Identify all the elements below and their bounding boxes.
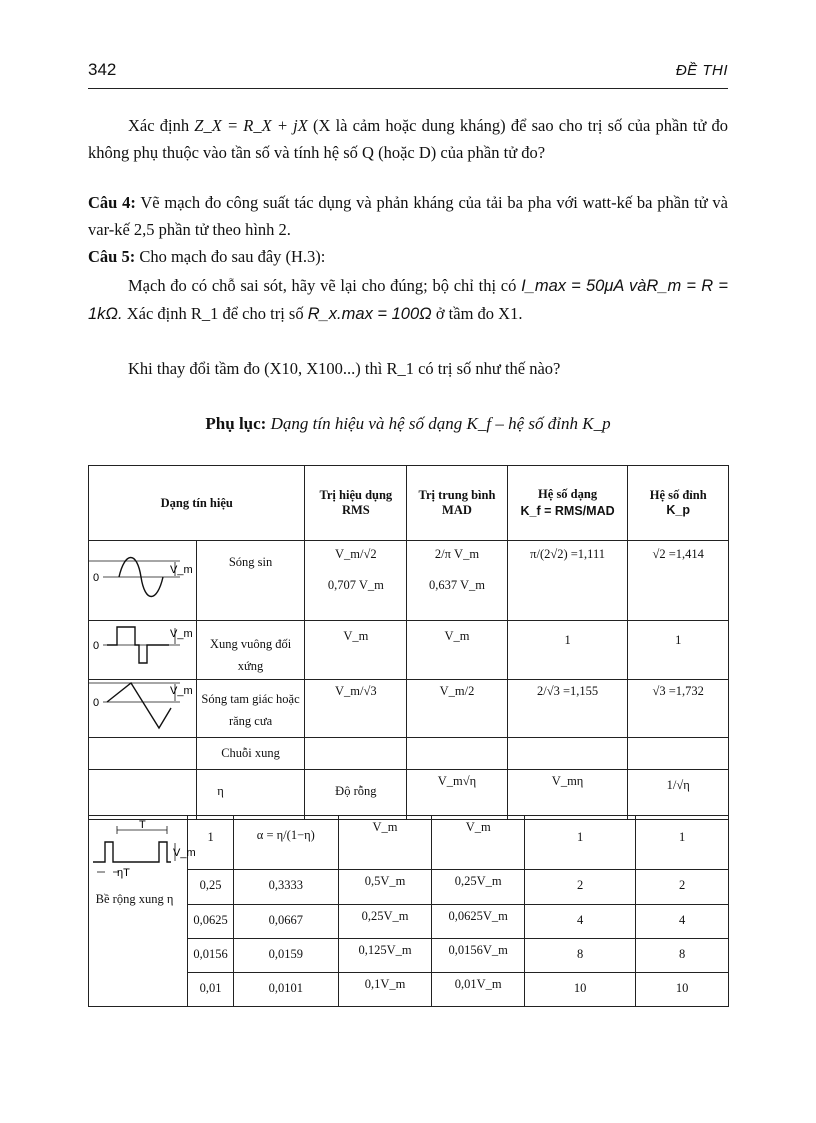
square-wave-icon — [89, 621, 193, 673]
svg-text:0: 0 — [93, 640, 100, 652]
running-head: ĐỀ THI — [675, 62, 728, 79]
rms-cell: V_m — [338, 816, 432, 870]
alpha-cell: 0,0667 — [233, 905, 338, 939]
eta-cell: 1 — [188, 816, 234, 870]
pulse-diagram-cell — [89, 816, 196, 1007]
kp-symbol: K_p — [666, 503, 691, 517]
pulse-rms: V_m√η — [407, 770, 508, 820]
kp-cell: 1 — [636, 816, 729, 870]
sine-rms: V_m/√2 0,707 V_m — [305, 541, 407, 621]
alpha-cell: 0,0101 — [233, 973, 338, 1007]
imax-formula: I_max = 50μA vàR_m = R = 1kΩ. — [88, 277, 728, 323]
mad-cell: 0,25V_m — [432, 870, 525, 905]
alpha-cell: 0,3333 — [233, 870, 338, 905]
sine-kp: √2 =1,414 — [628, 541, 729, 621]
rms-cell: 0,5V_m — [338, 870, 432, 905]
rms-cell: 0,125V_m — [338, 939, 432, 973]
triangle-kp: √3 =1,732 — [628, 680, 729, 738]
svg-text:V_m: V_m — [170, 628, 193, 640]
pulse-train-icon — [89, 816, 196, 880]
pulse-table — [88, 815, 729, 1007]
zero-label: 0 — [93, 572, 100, 584]
rxmax-formula: R_x.max = 100Ω — [307, 305, 432, 323]
signal-table — [88, 465, 729, 820]
q5-label: Câu 5: — [88, 247, 136, 266]
header-kf: Hệ số dạng K_f = RMS/MAD — [507, 466, 628, 541]
kp-cell: 8 — [636, 939, 729, 973]
page-number: 342 — [88, 60, 117, 79]
rms-cell: 0,1V_m — [338, 973, 432, 1007]
rms-cell: 0,25V_m — [338, 905, 432, 939]
header-rule — [88, 88, 728, 89]
mad-cell: 0,01V_m — [432, 973, 525, 1007]
pulse-name: Chuỗi xung — [196, 738, 305, 770]
paragraph-range: Khi thay đổi tầm đo (X10, X100...) thì R_1 có trị số như thế nào? — [128, 359, 561, 378]
kf-cell: 10 — [525, 973, 636, 1007]
square-name: Xung vuông đối xứng — [196, 621, 305, 680]
q5-text: Cho mạch đo sau đây (H.3): — [135, 247, 326, 266]
question-5 — [88, 243, 728, 270]
svg-text:V_m: V_m — [173, 847, 196, 859]
mad-cell: V_m — [432, 816, 525, 870]
mad-cell: 0,0156V_m — [432, 939, 525, 973]
triangle-kf: 2/√3 =1,155 — [507, 680, 628, 738]
pulse-width-caption: Bề rộng xung η — [95, 892, 174, 906]
vm-label: V_m — [170, 564, 193, 576]
q4-text: Vẽ mạch đo công suất tác dụng và phản kháng của tải ba pha với watt-kế ba phần tử và var-kế 2,5 phần tử theo hình 2. — [88, 193, 728, 239]
triangle-name: Sóng tam giác hoặc răng cưa — [196, 680, 305, 738]
triangle-diagram-cell — [89, 680, 197, 738]
header-mad: Trị trung bình MAD — [407, 466, 508, 541]
square-kp: 1 — [628, 621, 729, 680]
paragraph-zx: Xác định Z_X = R_X + jX (X là cảm hoặc dung kháng) để sao cho trị số của phần tử đo không phụ thuộc vào tần số và tính hệ số Q (hoặc D) của phần tử đo? — [88, 116, 728, 162]
alpha-cell: 0,0159 — [233, 939, 338, 973]
eta-cell: 0,25 — [188, 870, 234, 905]
sine-kf: π/(2√2) =1,111 — [507, 541, 628, 621]
kf-cell: 2 — [525, 870, 636, 905]
square-mad: V_m — [407, 621, 508, 680]
header-signal: Dạng tín hiệu — [89, 466, 305, 541]
kp-cell: 10 — [636, 973, 729, 1007]
eta-cell: 0,01 — [188, 973, 234, 1007]
pulse-kf: 1/√η — [628, 770, 729, 820]
appendix-label: Phụ lục: — [205, 414, 267, 433]
zx-formula: Z_X = R_X + jX — [194, 116, 308, 135]
sine-diagram-cell — [89, 541, 197, 621]
header-kp: Hệ số đỉnh K_p — [628, 466, 729, 541]
paragraph-circuit: Mạch đo có chỗ sai sót, hãy vẽ lại cho đúng; bộ chỉ thị có I_max = 50μA vàR_m = R = 1kΩ. Xác định R_1 để cho trị số R_x.max = 100Ω ở tầm đo X1. — [88, 276, 728, 323]
pulse-empty-cell — [89, 738, 197, 770]
square-kf: 1 — [507, 621, 628, 680]
mad-cell: 0,0625V_m — [432, 905, 525, 939]
square-diagram-cell — [89, 621, 197, 680]
eta-cell: 0,0625 — [188, 905, 234, 939]
appendix-title: Phụ lục: Dạng tín hiệu và hệ số dạng K_f – hệ số đỉnh K_p — [205, 414, 611, 433]
kf-cell: 1 — [525, 816, 636, 870]
kp-cell: 4 — [636, 905, 729, 939]
triangle-mad: V_m/2 — [407, 680, 508, 738]
svg-text:V_m: V_m — [170, 685, 193, 697]
svg-text:0: 0 — [93, 697, 100, 709]
q4-label: Câu 4: — [88, 193, 136, 212]
kp-cell: 2 — [636, 870, 729, 905]
pulse-mad: V_mη — [507, 770, 628, 820]
triangle-wave-icon — [89, 680, 193, 732]
sine-name: Sóng sin — [196, 541, 305, 621]
question-4 — [88, 189, 728, 243]
eta-cell: 0,0156 — [188, 939, 234, 973]
kf-cell: 4 — [525, 905, 636, 939]
eta-label: η — [196, 770, 305, 820]
sine-wave-icon — [89, 541, 193, 601]
width-label: Độ rỗng — [305, 770, 407, 820]
sine-mad: 2/π V_m 0,637 V_m — [407, 541, 508, 621]
kf-cell: 8 — [525, 939, 636, 973]
square-rms: V_m — [305, 621, 407, 680]
triangle-rms: V_m/√3 — [305, 680, 407, 738]
alpha-cell: α = η/(1−η) — [233, 816, 338, 870]
kf-formula: K_f = RMS/MAD — [520, 504, 615, 518]
header-rms: Trị hiệu dụng RMS — [305, 466, 407, 541]
period-label: T — [139, 819, 146, 831]
eta-t-label: ηT — [117, 867, 130, 879]
